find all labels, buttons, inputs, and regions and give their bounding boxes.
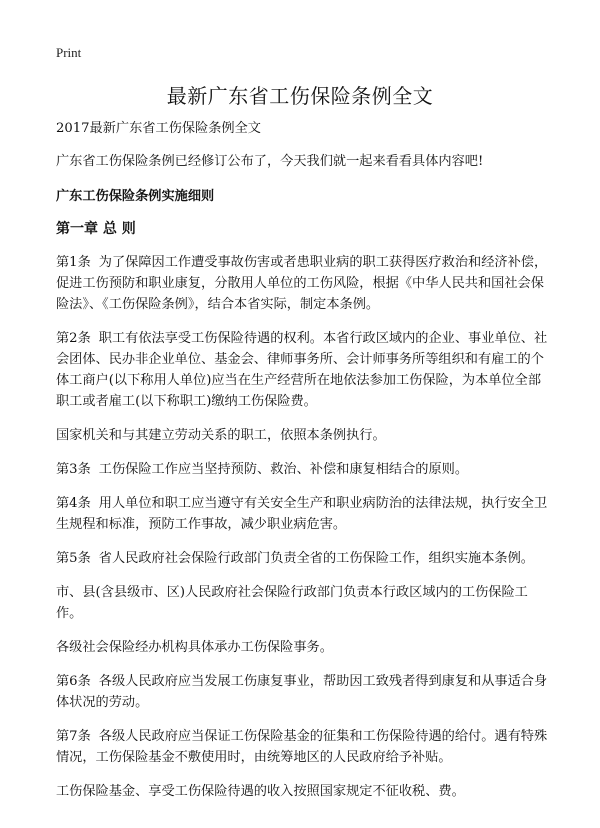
subtitle: 2017最新广东省工伤保险条例全文 bbox=[56, 121, 261, 136]
section-heading: 广东工伤保险条例实施细则 bbox=[56, 189, 215, 204]
article-text: 各级社会保险经办机构具体承办工伤保险事务。 bbox=[56, 640, 333, 655]
intro-text: 广东省工伤保险条例已经修订公布了，今天我们就一起来看看具体内容吧! bbox=[56, 154, 484, 169]
article-text: 用人单位和职工应当遵守有关安全生产和职业病防治的法律法规，执行安全卫生规程和标准，预防工作事故，减少职业病危害。 bbox=[56, 496, 548, 532]
article-paragraph bbox=[56, 582, 550, 624]
print-link[interactable]: Print bbox=[56, 45, 82, 60]
article-paragraph bbox=[56, 671, 550, 713]
article-paragraph bbox=[56, 425, 550, 446]
article-text: 职工有依法享受工伤保险待遇的权利。本省行政区域内的企业、事业单位、社会团体、民办非企业单位、基金会、律师事务所、会计师事务所等组织和有雇工的个体工商户(以下称用人单位)应当在生产经营所在地依法参加工伤保险，为本单位全部职工或者雇工(以下称职工)缴纳工伤保险费。 bbox=[56, 331, 548, 409]
article-text: 工伤保险工作应当坚持预防、救治、补偿和康复相结合的原则。 bbox=[98, 462, 469, 477]
article-number: 第6条 bbox=[56, 674, 91, 689]
article-paragraph bbox=[56, 548, 550, 569]
article-paragraph bbox=[56, 637, 550, 658]
article-text: 市、县(含县级市、区)人民政府社会保险行政部门负责本行政区域内的工伤保险工作。 bbox=[56, 585, 528, 621]
article-text: 工伤保险基金、享受工伤保险待遇的收入按照国家规定不征收税、费。 bbox=[56, 784, 465, 799]
article-paragraph bbox=[56, 781, 550, 802]
article-paragraph bbox=[56, 328, 550, 412]
page-title: 最新广东省工伤保险条例全文 bbox=[166, 84, 434, 108]
article-paragraph bbox=[56, 459, 550, 480]
article-paragraph bbox=[56, 493, 550, 535]
document-body bbox=[56, 118, 550, 815]
article-number: 第1条 bbox=[56, 255, 91, 270]
article-text: 各级人民政府应当保证工伤保险基金的征集和工伤保险待遇的给付。遇有特殊情况，工伤保险基金不敷使用时，由统筹地区的人民政府给予补贴。 bbox=[56, 729, 548, 765]
article-text: 省人民政府社会保险行政部门负责全省的工伤保险工作，组织实施本条例。 bbox=[98, 551, 534, 566]
article-number: 第4条 bbox=[56, 496, 91, 511]
chapter-heading: 第一章 总 则 bbox=[56, 221, 136, 237]
article-number: 第7条 bbox=[56, 729, 91, 744]
article-text: 国家机关和与其建立劳动关系的职工，依照本条例执行。 bbox=[56, 428, 386, 443]
article-text: 各级人民政府应当发展工伤康复事业，帮助因工致残者得到康复和从事适合身体状况的劳动。 bbox=[56, 674, 548, 710]
article-number: 第3条 bbox=[56, 462, 91, 477]
article-paragraph bbox=[56, 252, 550, 315]
article-paragraph bbox=[56, 726, 550, 768]
article-number: 第2条 bbox=[56, 331, 91, 346]
article-number: 第5条 bbox=[56, 551, 91, 566]
article-text: 为了保障因工作遭受事故伤害或者患职业病的职工获得医疗救治和经济补偿，促进工伤预防和职业康复，分散用人单位的工伤风险，根据《中华人民共和国社会保险法》、《工伤保险条例》，结合本省实际，制定本条例。 bbox=[56, 255, 548, 312]
